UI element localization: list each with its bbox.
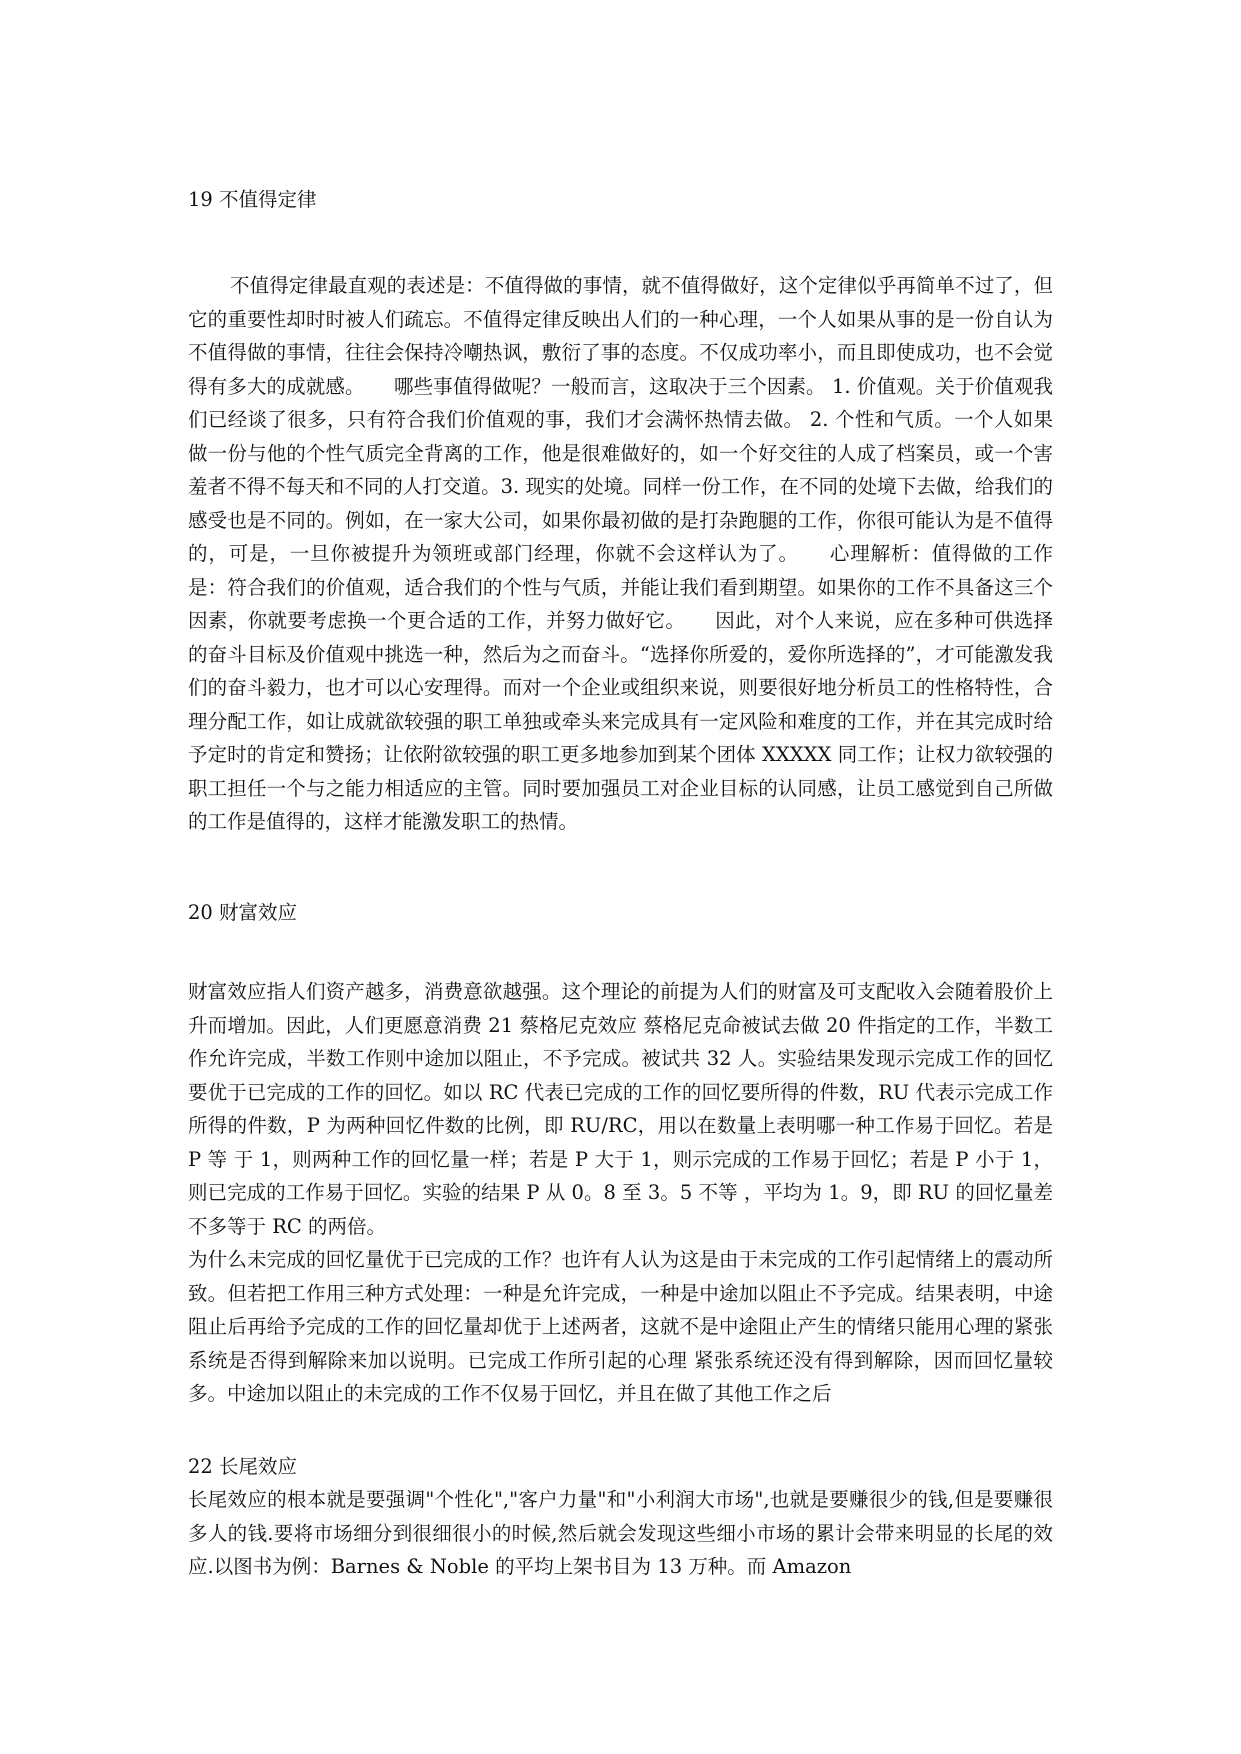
section-body: 财富效应指人们资产越多，消费意欲越强。这个理论的前提为人们的财富及可支配收入会随着股价上升而增加。因此，人们更愿意消费 21 蔡格尼克效应 蔡格尼克命被试去做 20 件指定的工作，半数工作允许完成，半数工作则中途加以阻止，不予完成。被试共 32 人。实验结果发现示完成工作的回忆要优于已完成的工作的回忆。如以 RC 代表已完成的工作的回忆要所得的件数，RU 代表示完成工作所得的件数，P 为两种回忆件数的比例，即 RU/RC，用以在数量上表明哪一种工作易于回忆。若是 P 等 于 1，则两种工作的回忆量一样；若是 P 大于 1，则示完成的工作易于回忆；若是 P 小于 1，则已完成的工作易于回忆。实验的结果 P 从 0。8 至 3。5 不等 ，平均为 1。9，即 RU 的回忆量差不多等于 RC 的两倍。 [188, 980, 1053, 1238]
section-title: 22 长尾效应 [188, 1455, 298, 1478]
section-title: 19 不值得定律 [188, 188, 317, 211]
section-body: 不值得定律最直观的表述是：不值得做的事情，就不值得做好，这个定律似乎再简单不过了，但它的重要性却时时被人们疏忘。不值得定律反映出人们的一种心理，一个人如果从事的是一份自认为不值得做的事情，往往会保持冷嘲热讽，敷衍了事的态度。不仅成功率小，而且即使成功，也不会觉得有多大的成就感。 哪些事值得做呢？一般而言，这取决于三个因素。 1. 价值观。关于价值观我们已经谈了很多，只有符合我们价值观的事，我们才会满怀热情去做。 2. 个性和气质。一个人如果做一份与他的个性气质完全背离的工作，他是很难做好的，如一个好交往的人成了档案员，或一个害羞者不得不每天和不同的人打交道。3. 现实的处境。同样一份工作，在不同的处境下去做，给我们的感受也是不同的。例如，在一家大公司，如果你最初做的是打杂跑腿的工作，你很可能认为是不值得的，可是，一旦你被提升为领班或部门经理，你就不会这样认为了。 心理解析：值得做的工作是：符合我们的价值观，适合我们的个性与气质，并能让我们看到期望。如果你的工作不具备这三个因素，你就要考虑换一个更合适的工作，并努力做好它。 因此，对个人来说，应在多种可供选择的奋斗目标及价值观中挑选一种，然后为之而奋斗。“选择你所爱的，爱你所选择的”，才可能激发我们的奋斗毅力，也才可以心安理得。而对一个企业或组织来说，则要很好地分析员工的性格特性，合理分配工作，如让成就欲较强的职工单独或牵头来完成具有一定风险和难度的工作，并在其完成时给予定时的肯定和赞扬；让依附欲较强的职工更多地参加到某个团体 XXXXX 同工作；让权力欲较强的职工担任一个与之能力相适应的主管。同时要加强员工对企业目标的认同感，让员工感觉到自己所做的工作是值得的，这样才能激发职工的热情。 [188, 274, 1053, 833]
section-19 [188, 183, 1053, 839]
section-title: 20 财富效应 [188, 901, 298, 924]
section-22 [188, 1450, 1053, 1584]
section-20 [188, 896, 1053, 1411]
section-body: 长尾效应的根本就是要强调"个性化","客户力量"和"小利润大市场",也就是要赚很少的钱,但是要赚很多人的钱.要将市场细分到很细很小的时候,然后就会发现这些细小市场的累计会带来明显的长尾的效应.以图书为例：Barnes & Noble 的平均上架书目为 13 万种。而 Amazon [188, 1488, 1053, 1578]
section-body-continued: 为什么未完成的回忆量优于已完成的工作？也许有人认为这是由于未完成的工作引起情绪上的震动所致。但若把工作用三种方式处理：一种是允许完成，一种是中途加以阻止不予完成。结果表明，中途阻止后再给予完成的工作的回忆量却优于上述两者，这就不是中途阻止产生的情绪只能用心理的紧张系统是否得到解除来加以说明。已完成工作所引起的心理 紧张系统还没有得到解除，因而回忆量较多。中途加以阻止的未完成的工作不仅易于回忆，并且在做了其他工作之后 [188, 1248, 1053, 1405]
